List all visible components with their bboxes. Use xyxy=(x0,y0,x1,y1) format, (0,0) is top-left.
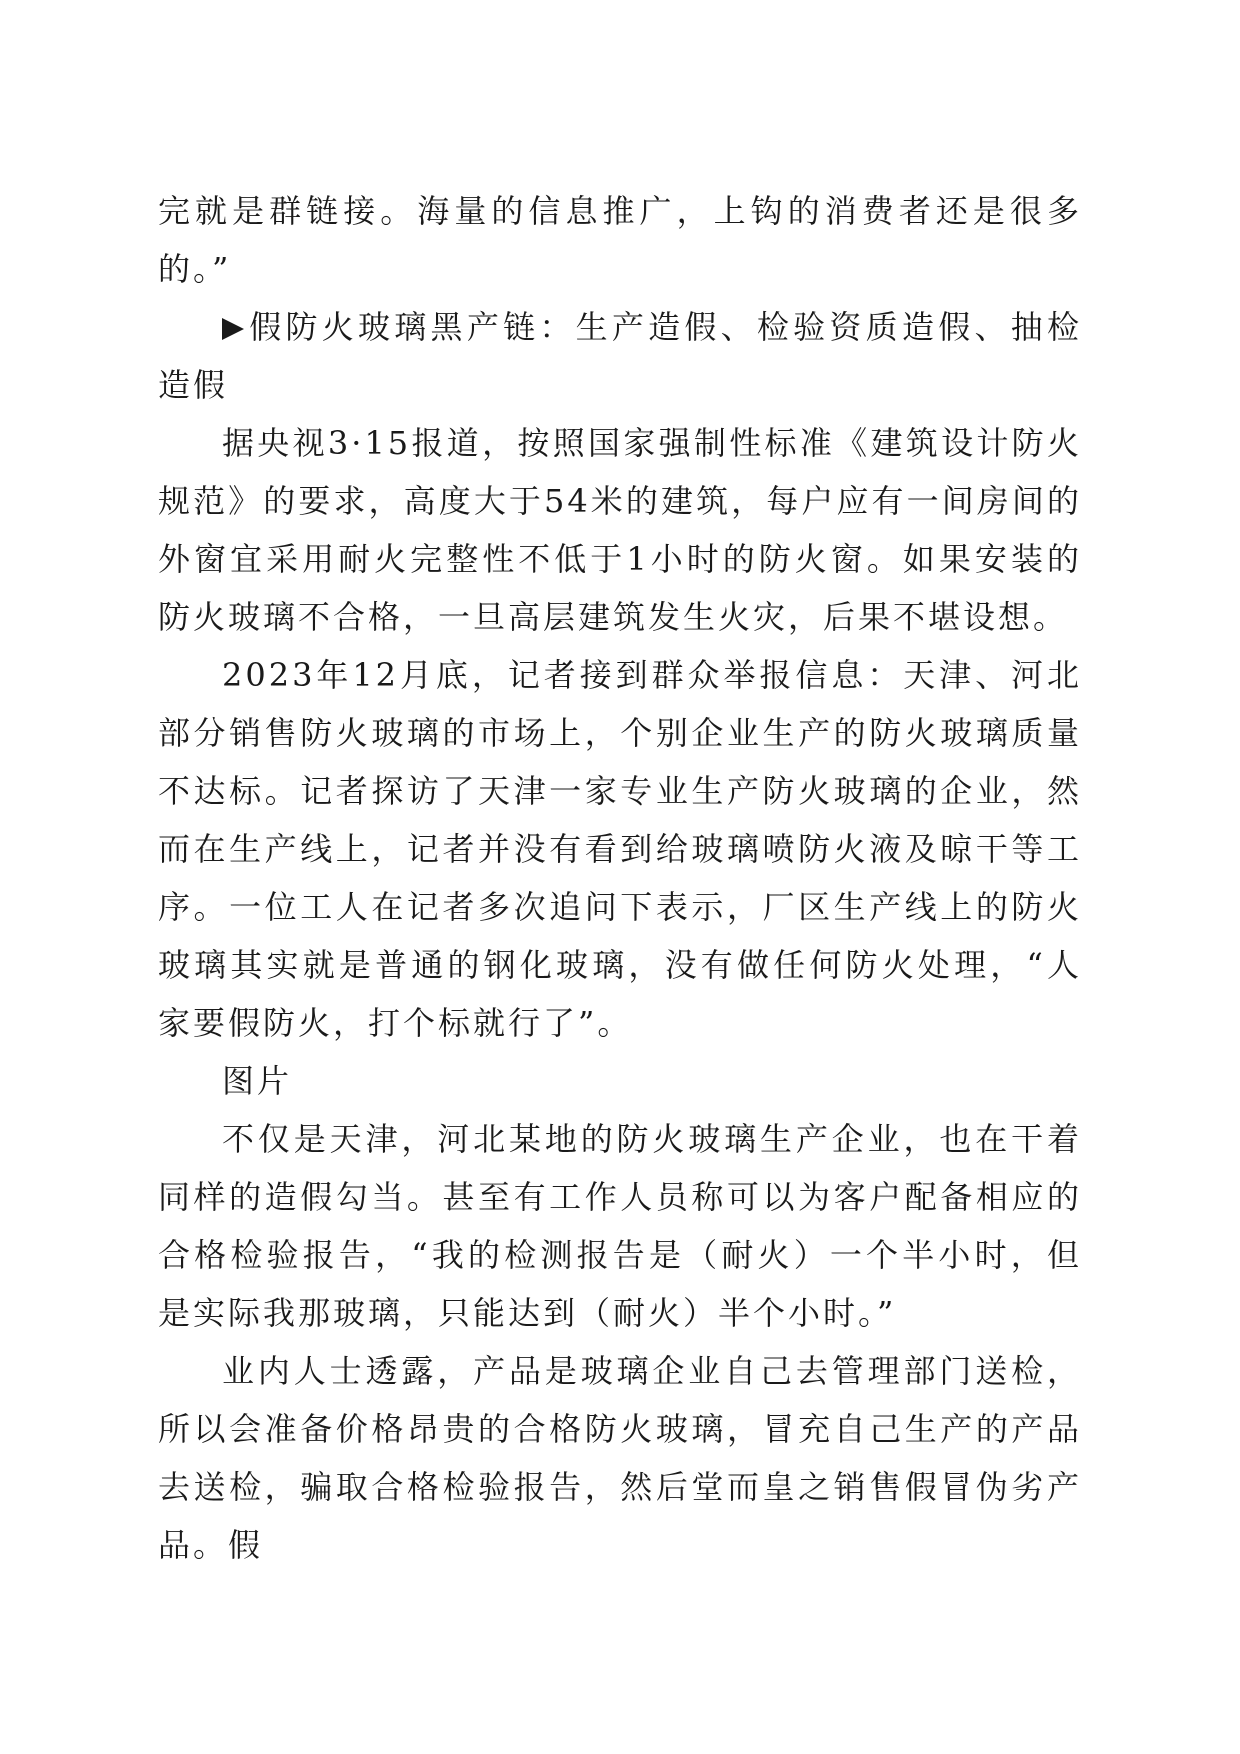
article-body xyxy=(158,182,1082,1574)
paragraph-cctv-report: 据央视3·15报道，按照国家强制性标准《建筑设计防火规范》的要求，高度大于54米的建筑，每户应有一间房间的外窗宜采用耐火完整性不低于1小时的防火窗。如果安装的防火玻璃不合格，一旦高层建筑发生火灾，后果不堪设想。 xyxy=(158,424,1082,636)
image-placeholder-label: 图片 xyxy=(222,1062,293,1100)
section-heading-text: 假防火玻璃黑产链：生产造假、检验资质造假、抽检造假 xyxy=(158,308,1082,404)
section-heading xyxy=(158,298,1082,414)
paragraph-hebei-fraud: 不仅是天津，河北某地的防火玻璃生产企业，也在干着同样的造假勾当。甚至有工作人员称可以为客户配备相应的合格检验报告，“我的检测报告是（耐火）一个半小时，但是实际我那玻璃，只能达到（耐火）半个小时。” xyxy=(158,1120,1082,1332)
paragraph-continuation: 完就是群链接。海量的信息推广，上钩的消费者还是很多的。” xyxy=(158,192,1082,288)
triangle-marker-icon xyxy=(222,318,244,340)
paragraph-tianjin-investigation: 2023年12月底，记者接到群众举报信息：天津、河北部分销售防火玻璃的市场上，个别企业生产的防火玻璃质量不达标。记者探访了天津一家专业生产防火玻璃的企业，然而在生产线上，记者并没有看到给玻璃喷防火液及晾干等工序。一位工人在记者多次追问下表示，厂区生产线上的防火玻璃其实就是普通的钢化玻璃，没有做任何防火处理，“人家要假防火，打个标就行了”。 xyxy=(158,656,1082,1042)
paragraph-insider-disclosure: 业内人士透露，产品是玻璃企业自己去管理部门送检，所以会准备价格昂贵的合格防火玻璃，冒充自己生产的产品去送检，骗取合格检验报告，然后堂而皇之销售假冒伪劣产品。假 xyxy=(158,1352,1082,1564)
